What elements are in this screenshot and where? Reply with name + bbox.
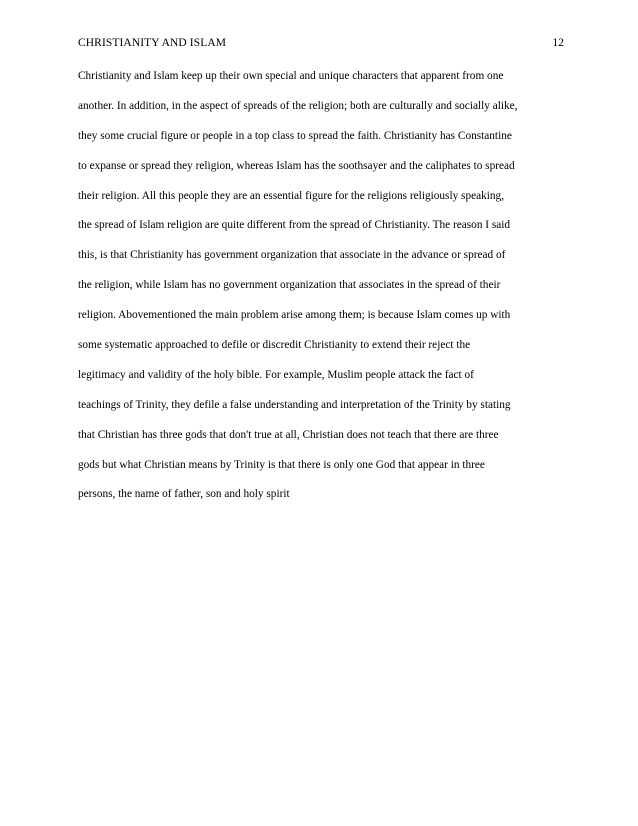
text-line: persons, the name of father, son and holy spirit bbox=[78, 488, 290, 501]
text-line: teachings of Trinity, they defile a false understanding and interpretation of the Trinity by stating bbox=[78, 398, 511, 411]
text-line: they some crucial figure or people in a top class to spread the faith. Christianity has Constantine bbox=[78, 129, 512, 142]
text-line: this, is that Christianity has government organization that associate in the advance or spread of bbox=[78, 249, 506, 262]
text-line: that Christian has three gods that don't true at all, Christian does not teach that there are three bbox=[78, 428, 499, 441]
body-paragraph bbox=[78, 68, 578, 516]
text-line: their religion. All this people they are an essential figure for the religions religiously speaking, bbox=[78, 189, 505, 202]
text-line: to expanse or spread they religion, whereas Islam has the soothsayer and the caliphates to spread bbox=[78, 159, 515, 172]
text-line: religion. Abovementioned the main problem arise among them; is because Islam comes up with bbox=[78, 309, 511, 322]
text-line: gods but what Christian means by Trinity is that there is only one God that appear in three bbox=[78, 458, 485, 471]
running-head: CHRISTIANITY AND ISLAM bbox=[78, 37, 227, 49]
text-line: some systematic approached to defile or discredit Christianity to extend their reject the bbox=[78, 339, 471, 352]
text-line: the spread of Islam religion are quite different from the spread of Christianity. The reason I said bbox=[78, 219, 511, 232]
text-line: Christianity and Islam keep up their own special and unique characters that apparent from one bbox=[78, 70, 504, 82]
text-line: another. In addition, in the aspect of spreads of the religion; both are culturally and socially alike, bbox=[78, 99, 518, 112]
text-line: the religion, while Islam has no government organization that associates in the spread of their bbox=[78, 279, 501, 292]
text-line: legitimacy and validity of the holy bible. For example, Muslim people attack the fact of bbox=[78, 368, 474, 381]
page-number: 12 bbox=[552, 37, 564, 49]
